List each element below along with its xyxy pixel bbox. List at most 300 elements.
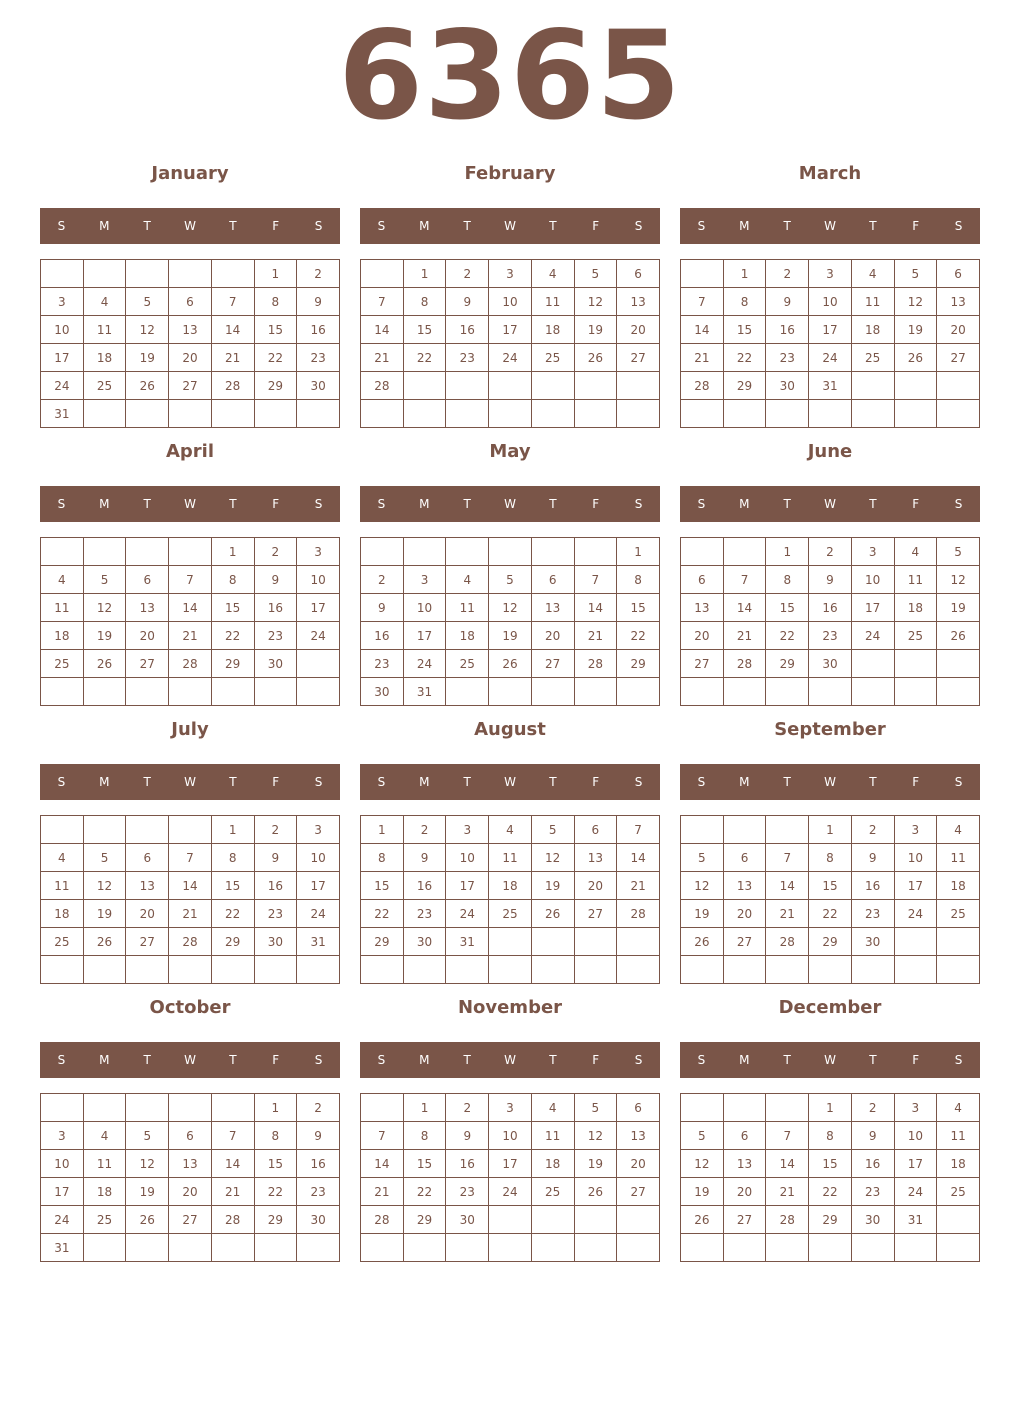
day-cell: 9 (254, 844, 297, 872)
day-cell: 22 (723, 344, 766, 372)
day-cell: 16 (851, 872, 894, 900)
day-cell: 20 (723, 1178, 766, 1206)
day-cell: 31 (41, 400, 84, 428)
day-cell: 15 (211, 594, 254, 622)
day-cell: 22 (211, 622, 254, 650)
weekday-header: T (229, 775, 237, 789)
day-cell: 26 (83, 650, 126, 678)
day-cell (489, 928, 532, 956)
day-cell (894, 372, 937, 400)
day-cell: 5 (574, 1094, 617, 1122)
day-cell: 26 (894, 344, 937, 372)
day-cell: 5 (83, 844, 126, 872)
day-cell: 10 (41, 316, 84, 344)
day-cell: 26 (937, 622, 980, 650)
day-cell: 27 (937, 344, 980, 372)
day-cell: 26 (83, 928, 126, 956)
week-row (681, 260, 980, 288)
weekday-header: W (824, 1053, 836, 1067)
day-cell (41, 816, 84, 844)
week-row (681, 650, 980, 678)
day-cell: 10 (894, 844, 937, 872)
day-cell (83, 400, 126, 428)
day-cell: 4 (83, 288, 126, 316)
weekday-header: F (272, 219, 280, 233)
day-cell (681, 956, 724, 984)
week-row (361, 872, 660, 900)
month-name: April (165, 441, 215, 462)
weekday-header: S (57, 497, 66, 511)
day-cell: 1 (766, 538, 809, 566)
day-cell: 1 (403, 260, 446, 288)
day-cell: 21 (681, 344, 724, 372)
day-cell: 24 (489, 1178, 532, 1206)
day-cell (403, 400, 446, 428)
day-cell: 16 (766, 316, 809, 344)
day-cell (809, 678, 852, 706)
week-row (361, 1122, 660, 1150)
day-cell: 31 (297, 928, 340, 956)
day-cell: 23 (254, 900, 297, 928)
day-cell (809, 956, 852, 984)
weekday-header-row (360, 208, 660, 244)
weekday-header: S (314, 219, 323, 233)
weekday-header: S (954, 775, 963, 789)
day-cell: 13 (723, 1150, 766, 1178)
day-cell: 4 (41, 844, 84, 872)
day-cell: 18 (83, 1178, 126, 1206)
day-cell: 5 (126, 1122, 169, 1150)
day-cell: 15 (254, 1150, 297, 1178)
day-cell: 9 (809, 566, 852, 594)
day-cell: 12 (574, 1122, 617, 1150)
day-cell: 5 (531, 816, 574, 844)
day-cell: 28 (681, 372, 724, 400)
day-cell: 3 (297, 816, 340, 844)
month-name: March (798, 163, 862, 184)
day-cell (297, 956, 340, 984)
week-row (361, 844, 660, 872)
day-cell: 13 (169, 316, 212, 344)
day-cell (126, 260, 169, 288)
weekday-header: T (869, 497, 877, 511)
weekday-header: F (912, 497, 920, 511)
day-cell (489, 400, 532, 428)
weekday-header: T (869, 1053, 877, 1067)
day-cell: 4 (531, 260, 574, 288)
day-cell (169, 1234, 212, 1262)
day-cell (254, 1234, 297, 1262)
day-cell: 4 (83, 1122, 126, 1150)
day-cell: 9 (446, 1122, 489, 1150)
day-cell: 16 (851, 1150, 894, 1178)
day-cell: 6 (169, 288, 212, 316)
day-cell (169, 678, 212, 706)
day-cell: 20 (169, 1178, 212, 1206)
day-cell: 14 (766, 1150, 809, 1178)
day-cell: 12 (83, 872, 126, 900)
day-cell: 31 (403, 678, 446, 706)
day-cell: 15 (617, 594, 660, 622)
day-cell (851, 400, 894, 428)
day-grid (360, 259, 660, 428)
day-cell: 15 (403, 1150, 446, 1178)
day-cell: 29 (254, 372, 297, 400)
weekday-header: S (697, 775, 706, 789)
day-cell: 25 (531, 344, 574, 372)
day-cell (403, 956, 446, 984)
day-cell: 23 (446, 1178, 489, 1206)
weekday-header: M (739, 497, 750, 511)
day-cell: 24 (41, 372, 84, 400)
day-cell: 16 (403, 872, 446, 900)
day-cell: 28 (169, 650, 212, 678)
day-cell: 24 (446, 900, 489, 928)
weekday-header-row (680, 486, 980, 522)
day-cell (126, 956, 169, 984)
weekday-header: W (504, 1053, 516, 1067)
day-cell: 17 (41, 1178, 84, 1206)
day-cell (531, 928, 574, 956)
week-row (41, 1234, 340, 1262)
week-row (41, 372, 340, 400)
day-cell: 6 (126, 844, 169, 872)
day-cell (169, 956, 212, 984)
day-cell: 5 (574, 260, 617, 288)
day-cell: 10 (297, 566, 340, 594)
day-cell (489, 372, 532, 400)
weekday-header: T (229, 497, 237, 511)
weekday-header: T (229, 1053, 237, 1067)
day-cell: 11 (937, 844, 980, 872)
weekday-header: S (377, 775, 386, 789)
day-cell: 17 (851, 594, 894, 622)
weekday-header: S (954, 497, 963, 511)
month-name: August (474, 719, 546, 740)
day-cell (41, 956, 84, 984)
weekday-header: F (592, 775, 600, 789)
day-cell (446, 538, 489, 566)
weekday-header: W (504, 497, 516, 511)
day-cell: 28 (766, 1206, 809, 1234)
day-cell (617, 678, 660, 706)
month-name: September (774, 719, 886, 740)
day-cell: 6 (937, 260, 980, 288)
day-cell: 13 (574, 844, 617, 872)
day-cell: 3 (489, 260, 532, 288)
day-cell: 29 (617, 650, 660, 678)
day-cell (894, 1234, 937, 1262)
weekday-header: F (912, 1053, 920, 1067)
week-row (361, 900, 660, 928)
weekday-header: M (739, 1053, 750, 1067)
day-cell: 2 (361, 566, 404, 594)
day-cell: 14 (574, 594, 617, 622)
day-cell: 1 (809, 1094, 852, 1122)
day-cell: 25 (937, 1178, 980, 1206)
weekday-header: T (229, 219, 237, 233)
day-cell (531, 678, 574, 706)
day-cell: 12 (126, 316, 169, 344)
day-cell: 28 (169, 928, 212, 956)
day-cell: 21 (211, 344, 254, 372)
day-cell (809, 1234, 852, 1262)
day-cell: 22 (809, 900, 852, 928)
day-cell (489, 1206, 532, 1234)
day-cell: 1 (254, 260, 297, 288)
day-grid (40, 259, 340, 428)
day-cell: 19 (126, 344, 169, 372)
day-cell: 11 (894, 566, 937, 594)
weekday-header: T (869, 775, 877, 789)
weekday-header: S (954, 219, 963, 233)
day-cell (211, 956, 254, 984)
day-cell: 18 (83, 344, 126, 372)
weekday-header: T (463, 219, 471, 233)
day-cell (937, 928, 980, 956)
day-cell: 7 (617, 816, 660, 844)
day-cell: 20 (617, 316, 660, 344)
day-cell: 26 (681, 928, 724, 956)
day-cell (617, 928, 660, 956)
day-cell: 22 (403, 1178, 446, 1206)
day-cell: 20 (681, 622, 724, 650)
day-cell (254, 400, 297, 428)
day-cell: 24 (851, 622, 894, 650)
weekday-header: T (869, 219, 877, 233)
day-cell: 22 (403, 344, 446, 372)
day-cell: 16 (809, 594, 852, 622)
day-cell: 1 (809, 816, 852, 844)
day-cell (297, 1234, 340, 1262)
day-cell: 18 (894, 594, 937, 622)
day-cell: 2 (809, 538, 852, 566)
day-cell (574, 1234, 617, 1262)
day-cell: 5 (83, 566, 126, 594)
day-cell (894, 928, 937, 956)
weekday-header: W (184, 219, 196, 233)
month-name: January (151, 163, 229, 184)
day-cell: 4 (851, 260, 894, 288)
week-row (361, 566, 660, 594)
day-cell: 11 (446, 594, 489, 622)
day-cell: 5 (126, 288, 169, 316)
week-row (681, 372, 980, 400)
day-cell: 18 (41, 900, 84, 928)
weekday-header: W (504, 775, 516, 789)
month-name: February (464, 163, 556, 184)
weekday-header: S (57, 775, 66, 789)
day-cell: 29 (254, 1206, 297, 1234)
day-cell: 8 (254, 288, 297, 316)
day-cell: 26 (574, 1178, 617, 1206)
weekday-header: T (783, 775, 791, 789)
weekday-header: M (739, 219, 750, 233)
day-cell: 27 (617, 344, 660, 372)
weekday-header: T (463, 1053, 471, 1067)
day-cell: 27 (617, 1178, 660, 1206)
day-cell: 15 (723, 316, 766, 344)
weekday-header: T (463, 775, 471, 789)
week-row (681, 1206, 980, 1234)
day-cell: 8 (809, 844, 852, 872)
day-cell: 7 (723, 566, 766, 594)
day-cell: 30 (403, 928, 446, 956)
week-row (361, 816, 660, 844)
day-cell: 21 (169, 622, 212, 650)
day-cell: 2 (446, 1094, 489, 1122)
day-cell: 16 (297, 1150, 340, 1178)
week-row (361, 372, 660, 400)
weekday-header: S (634, 497, 643, 511)
day-cell: 14 (723, 594, 766, 622)
day-cell: 14 (681, 316, 724, 344)
day-cell: 14 (617, 844, 660, 872)
day-cell: 27 (681, 650, 724, 678)
day-cell (937, 650, 980, 678)
day-cell: 3 (403, 566, 446, 594)
weekday-header: M (419, 219, 430, 233)
day-grid (40, 537, 340, 706)
day-cell (681, 400, 724, 428)
weekday-header: M (99, 497, 110, 511)
day-cell (126, 816, 169, 844)
day-cell: 3 (297, 538, 340, 566)
week-row (681, 844, 980, 872)
day-cell: 24 (809, 344, 852, 372)
month-name: November (457, 997, 563, 1018)
day-cell (126, 678, 169, 706)
day-cell (254, 678, 297, 706)
day-cell (446, 400, 489, 428)
day-cell (403, 538, 446, 566)
weekday-header: F (592, 497, 600, 511)
day-cell: 4 (489, 816, 532, 844)
day-cell: 15 (403, 316, 446, 344)
day-cell: 26 (489, 650, 532, 678)
weekday-header: M (99, 1053, 110, 1067)
day-cell: 14 (169, 872, 212, 900)
weekday-header: S (697, 1053, 706, 1067)
weekday-header: M (419, 497, 430, 511)
day-cell: 7 (169, 566, 212, 594)
day-cell (766, 400, 809, 428)
day-cell: 23 (403, 900, 446, 928)
day-cell (894, 650, 937, 678)
day-cell: 25 (41, 928, 84, 956)
day-cell: 13 (937, 288, 980, 316)
day-cell: 28 (211, 1206, 254, 1234)
day-cell: 27 (574, 900, 617, 928)
day-cell: 2 (254, 538, 297, 566)
day-cell: 16 (254, 594, 297, 622)
week-row (681, 622, 980, 650)
day-cell: 14 (766, 872, 809, 900)
day-cell: 19 (489, 622, 532, 650)
day-cell: 12 (681, 1150, 724, 1178)
weekday-header: S (634, 775, 643, 789)
weekday-header: S (954, 1053, 963, 1067)
week-row (681, 1150, 980, 1178)
day-cell: 3 (446, 816, 489, 844)
day-cell: 15 (766, 594, 809, 622)
day-cell: 1 (254, 1094, 297, 1122)
week-row (681, 538, 980, 566)
day-cell (446, 1234, 489, 1262)
day-grid (680, 537, 980, 706)
week-row (681, 816, 980, 844)
day-cell: 30 (809, 650, 852, 678)
day-cell: 3 (851, 538, 894, 566)
day-cell: 16 (446, 1150, 489, 1178)
day-cell (851, 1234, 894, 1262)
day-cell (297, 650, 340, 678)
day-cell: 27 (126, 928, 169, 956)
day-cell (41, 260, 84, 288)
day-cell: 7 (169, 844, 212, 872)
day-cell: 13 (617, 288, 660, 316)
week-row (41, 956, 340, 984)
day-cell (361, 956, 404, 984)
day-cell: 30 (254, 650, 297, 678)
day-grid (680, 259, 980, 428)
day-cell: 8 (361, 844, 404, 872)
day-cell: 12 (83, 594, 126, 622)
day-cell: 11 (531, 1122, 574, 1150)
day-cell (937, 956, 980, 984)
month-name: June (807, 441, 853, 462)
day-cell: 21 (723, 622, 766, 650)
week-row (361, 260, 660, 288)
day-cell (531, 372, 574, 400)
day-cell: 2 (297, 1094, 340, 1122)
day-cell: 10 (489, 288, 532, 316)
day-cell: 17 (41, 344, 84, 372)
day-cell (574, 372, 617, 400)
day-cell (617, 1206, 660, 1234)
weekday-header: F (592, 1053, 600, 1067)
day-cell: 29 (211, 928, 254, 956)
day-cell: 6 (617, 1094, 660, 1122)
weekday-header: S (377, 219, 386, 233)
day-cell (169, 400, 212, 428)
day-cell: 25 (41, 650, 84, 678)
week-row (41, 1094, 340, 1122)
day-cell: 23 (851, 900, 894, 928)
week-row (361, 1234, 660, 1262)
day-cell: 15 (809, 1150, 852, 1178)
day-cell: 11 (531, 288, 574, 316)
week-row (361, 538, 660, 566)
weekday-header: W (184, 775, 196, 789)
day-cell: 18 (41, 622, 84, 650)
day-cell: 31 (446, 928, 489, 956)
week-row (361, 344, 660, 372)
day-cell: 29 (809, 1206, 852, 1234)
week-row (41, 1150, 340, 1178)
day-cell: 19 (531, 872, 574, 900)
day-cell (83, 260, 126, 288)
day-cell: 21 (617, 872, 660, 900)
day-cell: 9 (361, 594, 404, 622)
day-cell (617, 1234, 660, 1262)
day-cell: 4 (531, 1094, 574, 1122)
weekday-header: W (184, 1053, 196, 1067)
day-cell: 26 (531, 900, 574, 928)
day-cell: 12 (489, 594, 532, 622)
day-cell: 25 (83, 1206, 126, 1234)
weekday-header: W (824, 219, 836, 233)
